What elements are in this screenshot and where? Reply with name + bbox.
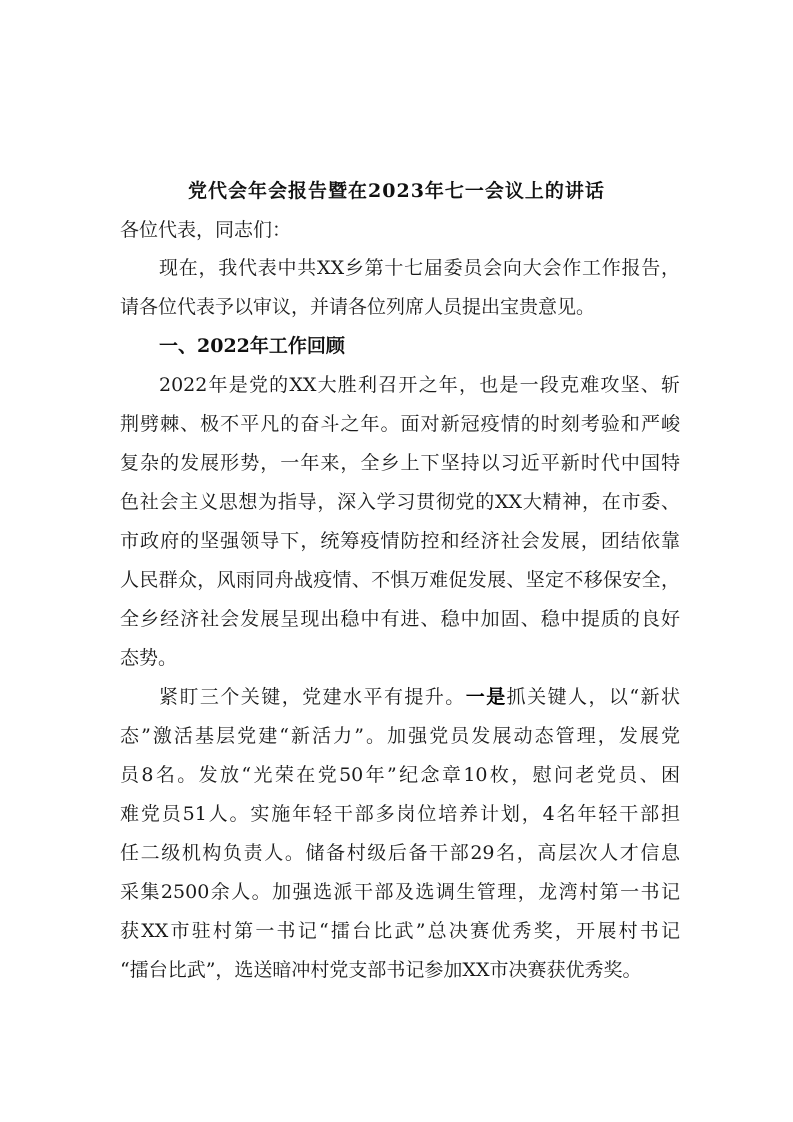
overview-line-7: 全乡经济社会发展呈现出稳中有进、稳中加固、稳中提质的良好 xyxy=(120,608,680,630)
overview-line-3: 复杂的发展形势，一年来，全乡上下坚持以习近平新时代中国特 xyxy=(120,452,680,474)
bold-marker-first: 一是 xyxy=(465,686,507,708)
party-building-line-3: 员8名。发放“光荣在党50年”纪念章10枚，慰问老党员、困 xyxy=(120,764,680,786)
party-building-line-8: “擂台比武”，选送暗冲村党支部书记参加XX市决赛获优秀奖。 xyxy=(120,959,642,981)
party-building-line-4: 难党员51人。实施年轻干部多岗位培养计划，4名年轻干部担 xyxy=(120,803,680,825)
salutation: 各位代表，同志们： xyxy=(120,219,292,241)
party-building-line-6: 采集2500余人。加强选派干部及选调生管理，龙湾村第一书记 xyxy=(120,881,680,903)
document-title: 党代会年会报告暨在2023年七一会议上的讲话 xyxy=(188,180,605,202)
party-building-line-5: 任二级机构负责人。储备村级后备干部29名，高层次人才信息 xyxy=(120,842,680,864)
overview-line-1: 2022年是党的XX大胜利召开之年，也是一段克难攻坚、斩 xyxy=(159,374,680,396)
overview-line-2: 荆劈棘、极不平凡的奋斗之年。面对新冠疫情的时刻考验和严峻 xyxy=(120,413,680,435)
party-building-line-2: 态”激活基层党建“新活力”。加强党员发展动态管理，发展党 xyxy=(120,725,680,747)
section-heading: 一、2022年工作回顾 xyxy=(159,335,345,357)
overview-line-4: 色社会主义思想为指导，深入学习贯彻党的XX大精神，在市委、 xyxy=(120,491,680,513)
overview-line-5: 市政府的坚强领导下，统筹疫情防控和经济社会发展，团结依靠 xyxy=(120,530,680,552)
overview-line-8: 态势。 xyxy=(120,647,178,669)
party-building-lead: 紧盯三个关键，党建水平有提升。 xyxy=(159,686,466,708)
party-building-lead-rest: 抓关键人，以“新状 xyxy=(506,686,680,708)
overview-line-6: 人民群众，风雨同舟战疫情、不惧万难促发展、坚定不移保安全， xyxy=(120,569,680,591)
party-building-line-7: 获XX市驻村第一书记“擂台比武”总决赛优秀奖，开展村书记 xyxy=(120,920,680,942)
intro-line-1: 现在，我代表中共XX乡第十七届委员会向大会作工作报告， xyxy=(159,257,680,279)
party-building-line-1 xyxy=(159,679,680,715)
intro-line-2: 请各位代表予以审议，并请各位列席人员提出宝贵意见。 xyxy=(120,296,596,318)
